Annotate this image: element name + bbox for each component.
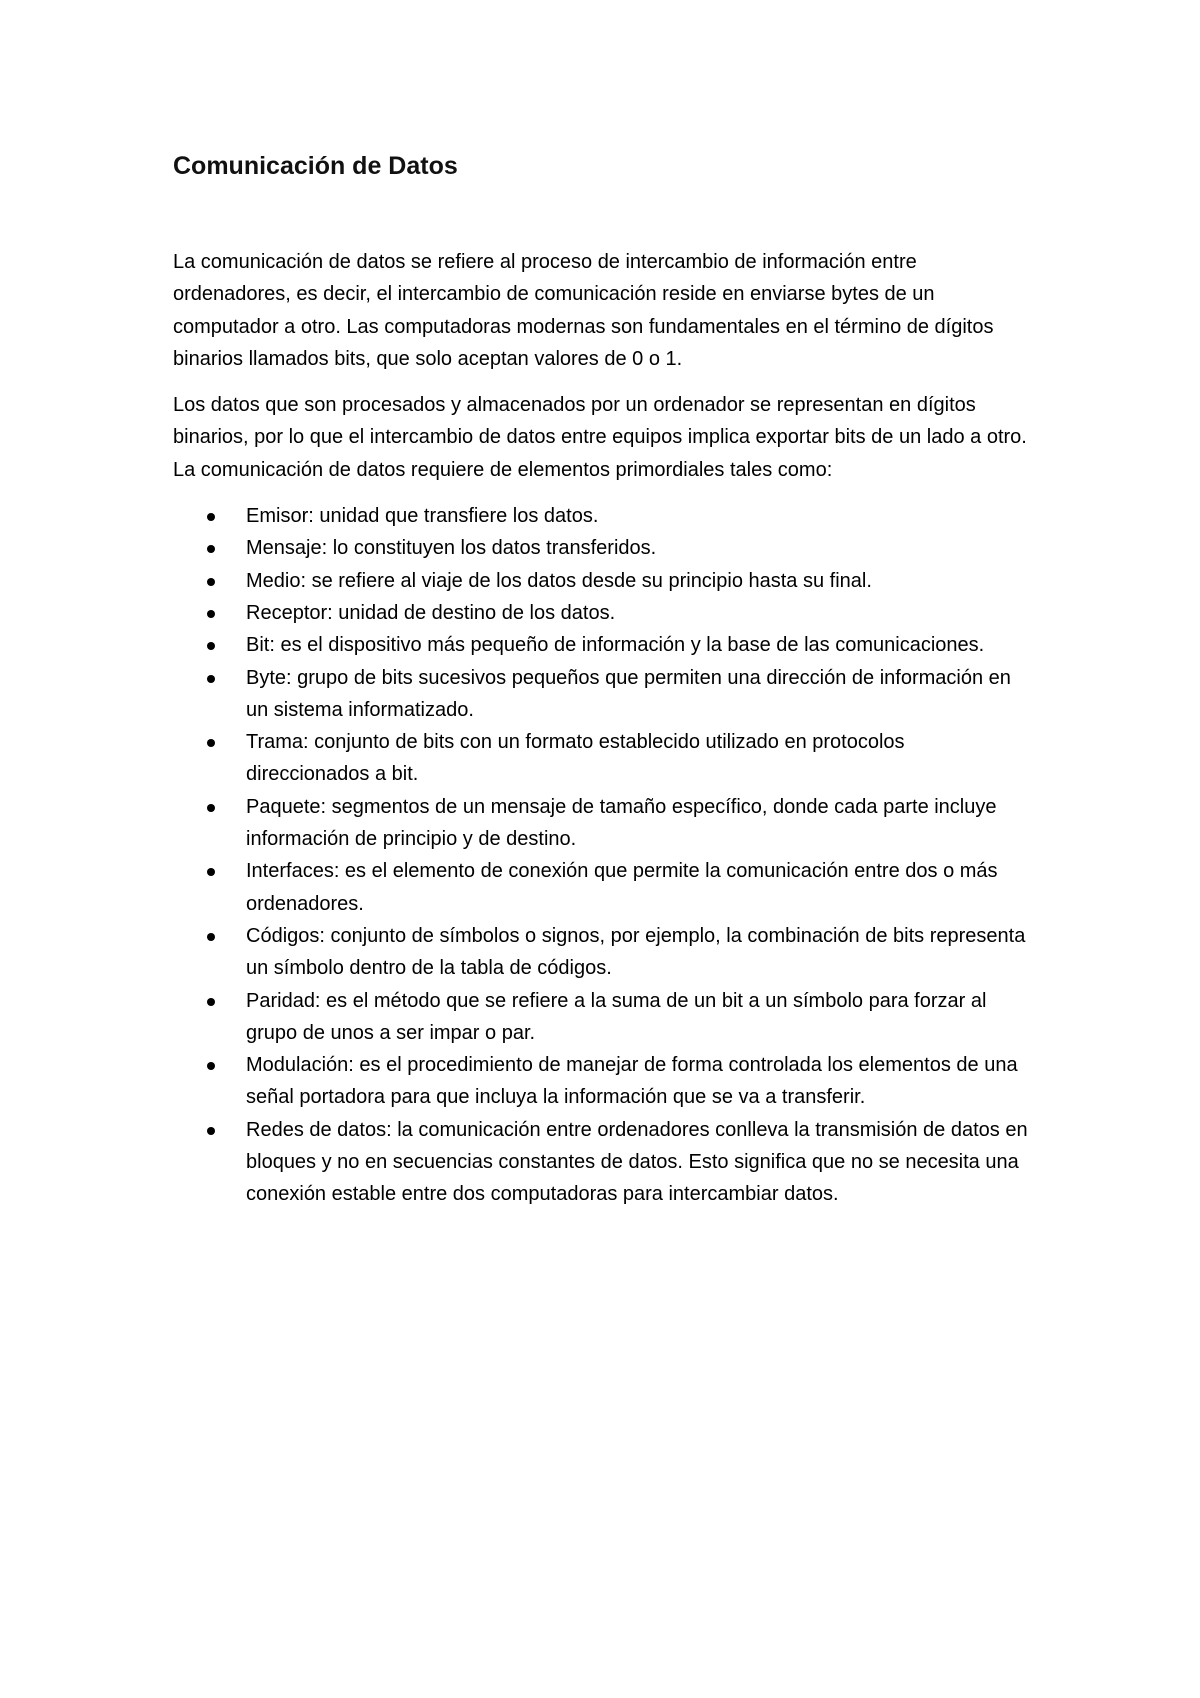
list-item-text: Paquete: segmentos de un mensaje de tamaño específico, donde cada parte incluye información de principio y de destino. (246, 795, 997, 851)
elements-list (173, 500, 1033, 1211)
bullet-icon (207, 610, 215, 618)
bullet-icon (207, 739, 215, 747)
bullet-icon (207, 545, 215, 553)
bullet-icon (207, 998, 215, 1006)
list-item (173, 565, 1033, 597)
list-item-text: Redes de datos: la comunicación entre ordenadores conlleva la transmisión de datos en bloques y no en secuencias constantes de datos. Esto significa que no se necesita una conexión estable entre dos computadoras para intercambiar datos. (246, 1118, 1028, 1206)
bullet-icon (207, 513, 215, 521)
list-item-text: Trama: conjunto de bits con un formato establecido utilizado en protocolos direccionados a bit. (246, 731, 905, 786)
list-item-text: Mensaje: lo constituyen los datos transferidos. (246, 537, 657, 560)
list-item (173, 791, 1033, 856)
list-item (173, 920, 1033, 985)
list-item-text: Medio: se refiere al viaje de los datos desde su principio hasta su final. (246, 569, 872, 592)
bullet-icon (207, 578, 215, 586)
elements-paragraph: Los datos que son procesados y almacenados por un ordenador se representan en dígitos binarios, por lo que el intercambio de datos entre equipos implica exportar bits de un lado a otro. La comunicación de datos requiere de elementos primordiales tales como: (173, 394, 1027, 481)
list-item-text: Códigos: conjunto de símbolos o signos, por ejemplo, la combinación de bits representa un símbolo dentro de la tabla de códigos. (246, 924, 1026, 980)
list-item-text: Paridad: es el método que se refiere a la suma de un bit a un símbolo para forzar al grupo de unos a ser impar o par. (246, 989, 987, 1044)
list-item (173, 500, 1033, 532)
list-item (173, 532, 1033, 564)
list-item (173, 726, 1033, 791)
list-item-text: Modulación: es el procedimiento de manejar de forma controlada los elementos de una señal portadora para que incluya la información que se va a transferir. (246, 1054, 1018, 1109)
list-item (173, 662, 1033, 727)
list-item (173, 985, 1033, 1050)
list-item (173, 1049, 1033, 1114)
document-title: Comunicación de Datos (173, 152, 458, 180)
document-content (173, 148, 1033, 1211)
bullet-icon (207, 868, 215, 876)
list-item-text: Byte: grupo de bits sucesivos pequeños que permiten una dirección de información en un sistema informatizado. (246, 666, 1011, 721)
bullet-icon (207, 804, 215, 812)
bullet-icon (207, 675, 215, 683)
list-item-text: Bit: es el dispositivo más pequeño de información y la base de las comunicaciones. (246, 634, 985, 657)
intro-paragraph: La comunicación de datos se refiere al proceso de intercambio de información entre ordenadores, es decir, el intercambio de comunicación reside en enviarse bytes de un computador a otro. Las computadoras modernas son fundamentales en el término de dígitos binarios llamados bits, que solo aceptan valores de 0 o 1. (173, 251, 994, 370)
bullet-icon (207, 1062, 215, 1070)
bullet-icon (207, 1127, 215, 1135)
list-item (173, 855, 1033, 920)
list-item (173, 1114, 1033, 1211)
list-item-text: Emisor: unidad que transfiere los datos. (246, 505, 599, 528)
list-item (173, 629, 1033, 661)
bullet-icon (207, 933, 215, 941)
list-item (173, 597, 1033, 629)
bullet-icon (207, 642, 215, 650)
list-item-text: Interfaces: es el elemento de conexión que permite la comunicación entre dos o más ordenadores. (246, 860, 998, 915)
list-item-text: Receptor: unidad de destino de los datos. (246, 601, 616, 624)
